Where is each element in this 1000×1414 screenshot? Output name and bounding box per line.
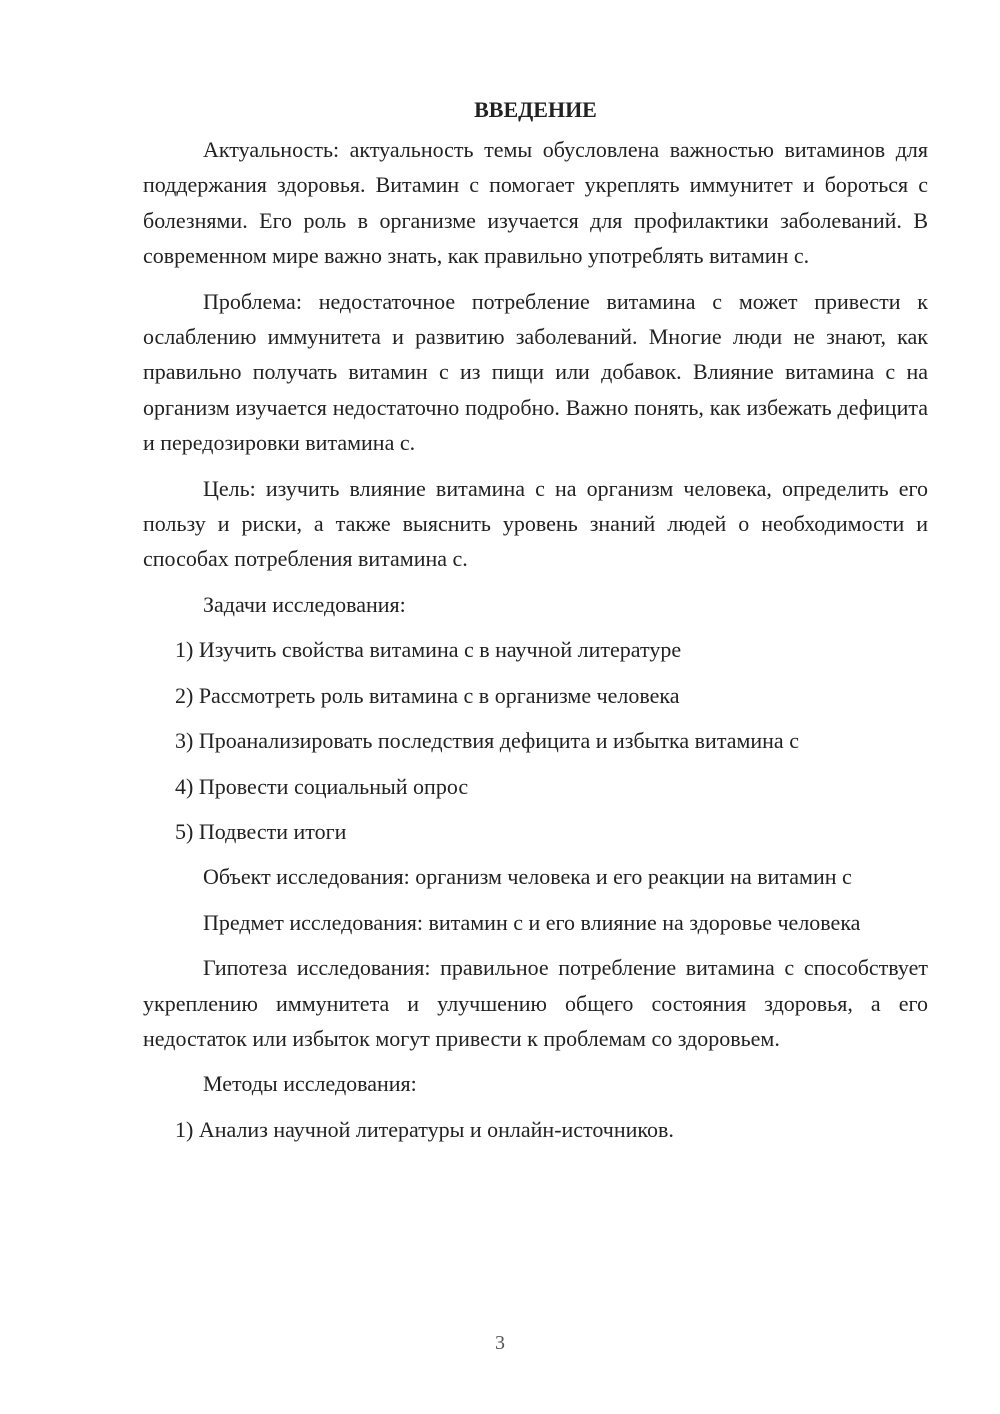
list-item: 2) Рассмотреть роль витамина с в организме человека — [175, 682, 680, 708]
list-item: 1) Изучить свойства витамина с в научной литературе — [175, 637, 682, 663]
relevance-paragraph: Актуальность: актуальность темы обусловлена важностью витаминов для поддержания здоровья. Витамин с помогает укреплять иммунитет и бороться с болезнями. Его роль в организме изучается для профилактики заболеваний. В современном мире важно знать, как правильно употреблять витамин с. — [143, 137, 928, 269]
hypothesis-paragraph: Гипотеза исследования: правильное потребление витамина с способствует укреплению иммунитета и улучшению общего состояния здоровья, а его недостаток или избыток могут привести к проблемам со здоровьем. — [143, 955, 928, 1051]
list-item: 4) Провести социальный опрос — [175, 773, 469, 799]
tasks-title: Задачи исследования: — [203, 591, 406, 617]
document-page — [143, 92, 928, 1157]
page-title: ВВЕДЕНИЕ — [474, 97, 597, 122]
problem-paragraph: Проблема: недостаточное потребление витамина с может привести к ослаблению иммунитета и развитию заболеваний. Многие люди не знают, как правильно получать витамин с из пищи или добавок. Влияние витамина с на организм изучается недостаточно подробно. Важно понять, как избежать дефицита и передозировки витамина с. — [143, 288, 928, 456]
list-item: 1) Анализ научной литературы и онлайн-источников. — [175, 1116, 674, 1142]
tasks-list — [143, 632, 928, 849]
page-number: 3 — [495, 1332, 505, 1354]
subject-paragraph: Предмет исследования: витамин с и его влияние на здоровье человека — [203, 909, 861, 935]
list-item: 5) Подвести итоги — [175, 818, 347, 844]
list-item: 3) Проанализировать последствия дефицита и избытка витамина с — [175, 728, 799, 754]
object-paragraph: Объект исследования: организм человека и его реакции на витамин с — [203, 864, 852, 890]
methods-title: Методы исследования: — [203, 1071, 417, 1097]
goal-paragraph: Цель: изучить влияние витамина с на организм человека, определить его пользу и риски, а также выяснить уровень знаний людей о необходимости и способах потребления витамина с. — [143, 475, 928, 572]
methods-list — [143, 1112, 928, 1147]
